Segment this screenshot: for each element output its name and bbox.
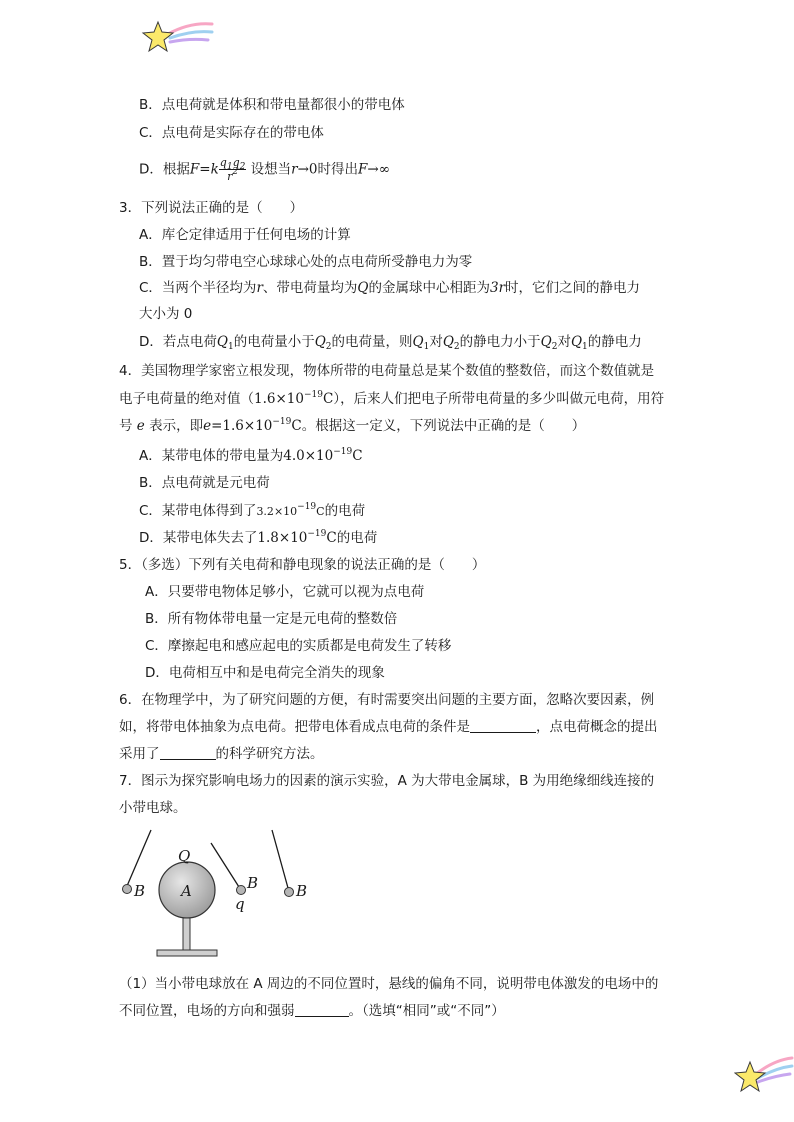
q4-option-b: B．点电荷就是元电荷 — [139, 475, 270, 491]
electric-field-experiment-figure — [115, 825, 315, 965]
q5-option-c: C．摩擦起电和感应起电的实质都是电荷发生了转移 — [145, 638, 452, 654]
q3-option-a: A．库仑定律适用于任何电场的计算 — [139, 227, 351, 243]
answer-blank[interactable] — [160, 745, 216, 760]
q3-option-d: D．若点电荷$Q_1$的电荷量小于$Q_2$的电荷量，则$Q_1$对$Q_2$的静电力小于$Q_2$对$Q_1$的静电力 — [139, 334, 642, 352]
label-Q: Q — [178, 847, 191, 865]
q6-line2: 如，将带电体抽象为点电荷。把带电体看成点电荷的条件是 ，点电荷概念的提出 — [119, 719, 658, 735]
label-B: B — [296, 882, 308, 900]
label-A: A — [181, 882, 192, 900]
q4-stem-line3: 号 e 表示，即$e=1.6\times 10^{-19}C$。根据这一定义，下列说法中正确的是（ ） — [119, 417, 586, 434]
q3-option-b: B．置于均匀带电空心球球心处的点电荷所受静电力为零 — [139, 254, 473, 270]
answer-blank[interactable] — [295, 1002, 349, 1017]
q6-line3: 采用了 的科学研究方法。 — [119, 746, 324, 762]
label-B: B — [134, 882, 146, 900]
q4-option-a: A．某带电体的带电量为$4.0\times 10^{-19}C$ — [139, 447, 363, 464]
q5-option-a: A．只要带电物体足够小，它就可以视为点电荷 — [145, 584, 425, 600]
q4-option-c: C．某带电体得到了$3.2\times 10^{-19}C$的电荷 — [139, 502, 366, 519]
label-B: B — [247, 874, 259, 892]
small-charged-ball-b — [123, 885, 132, 894]
q3-option-c: C．当两个半径均为r、带电荷量均为Q的金属球中心相距为3r时，它们之间的静电力 — [139, 280, 641, 296]
q2-option-c: C．点电荷是实际存在的带电体 — [139, 125, 324, 141]
q5-option-d: D．电荷相互中和是电荷完全消失的现象 — [145, 665, 385, 681]
small-charged-ball-b — [237, 886, 246, 895]
suspension-thread — [127, 830, 151, 886]
answer-blank[interactable] — [470, 718, 536, 733]
suspension-thread — [272, 830, 288, 888]
q5-stem: 5．（多选）下列有关电荷和静电现象的说法正确的是（ ） — [119, 557, 486, 573]
label-q: q — [235, 895, 245, 913]
q2-option-b: B．点电荷就是体积和带电量都很小的带电体 — [139, 97, 405, 113]
q7-sub1-line2: 不同位置，电场的方向和强弱 。（选填“相同”或“不同”） — [119, 1003, 505, 1019]
q7-line2: 小带电球。 — [119, 800, 187, 816]
shooting-star-icon — [734, 1052, 794, 1096]
q7-line1: 7．图示为探究影响电场力的因素的演示实验，A 为大带电金属球，B 为用绝缘细线连接的 — [119, 773, 655, 789]
q3-option-c-cont: 大小为 0 — [139, 306, 193, 322]
q2-option-d: D．根据F=k $\frac{q_1q_2}{r^2}$ 设想当r→0时得出F→∞ — [139, 156, 390, 183]
q4-option-d: D．某带电体失去了$1.8\times 10^{-19}C$的电荷 — [139, 529, 378, 546]
suspension-thread — [211, 843, 239, 887]
q3-stem: 3．下列说法正确的是（ ） — [119, 200, 304, 216]
q4-stem-line1: 4．美国物理学家密立根发现，物体所带的电荷量总是某个数值的整数倍，而这个数值就是 — [119, 363, 655, 379]
stand-base — [157, 950, 217, 956]
small-charged-ball-b — [285, 888, 294, 897]
coulomb-fraction: $\frac{q_1q_2}{r^2}$ — [219, 156, 246, 183]
shooting-star-icon — [140, 18, 216, 58]
insulating-stand — [183, 918, 190, 950]
q7-sub1-line1: （1）当小带电球放在 A 周边的不同位置时，悬线的偏角不同，说明带电体激发的电场中的 — [119, 976, 659, 992]
q5-option-b: B．所有物体带电量一定是元电荷的整数倍 — [145, 611, 398, 627]
q4-stem-line2: 电子电荷量的绝对值$(1.6\times 10^{-19}C)$，后来人们把电子所带电荷量的多少叫做元电荷，用符 — [119, 390, 665, 407]
q6-line1: 6．在物理学中，为了研究问题的方便，有时需要突出问题的主要方面，忽略次要因素，例 — [119, 692, 655, 708]
